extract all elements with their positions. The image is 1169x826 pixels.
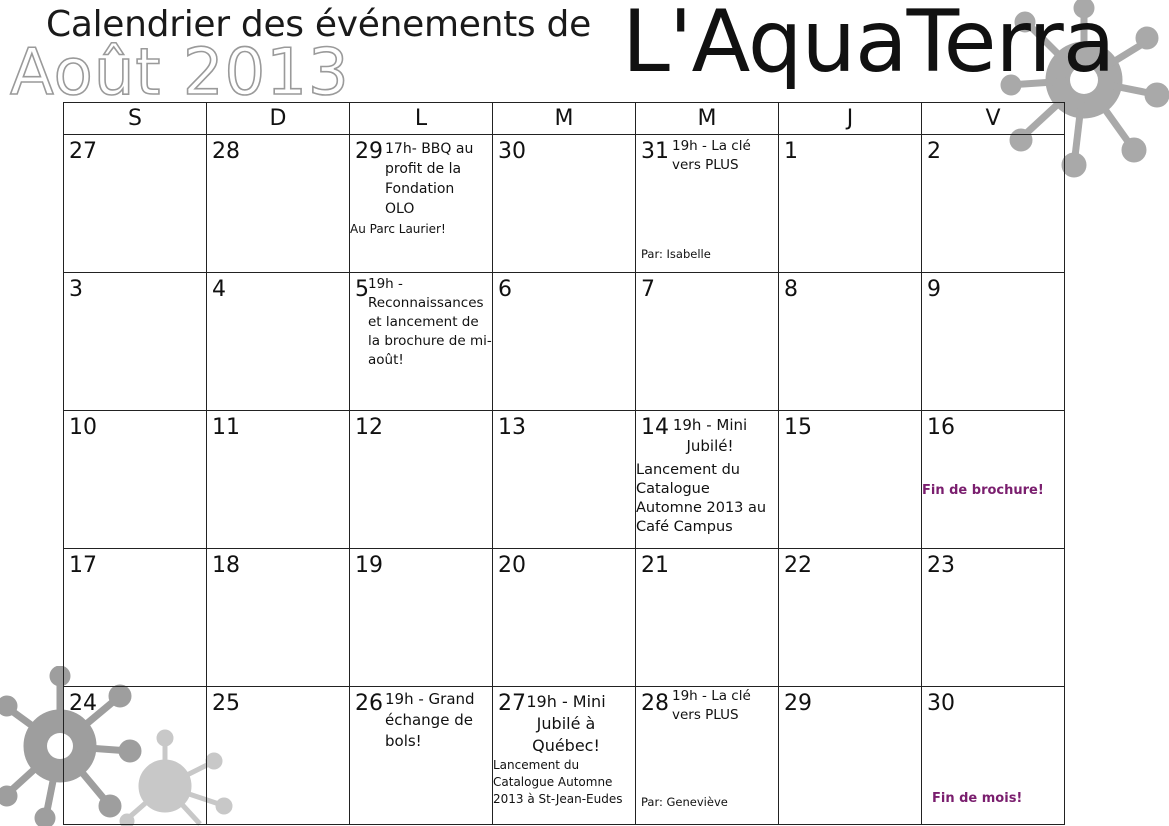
day-number: 8 xyxy=(784,277,798,302)
event-bbq-title: 17h- BBQ au profit de la Fondation OLO xyxy=(385,141,474,217)
day-cell xyxy=(922,687,1065,825)
day-number: 5 xyxy=(355,277,369,302)
day-number: 2 xyxy=(927,139,941,164)
day-cell xyxy=(636,411,779,549)
weekday-thursday: M xyxy=(636,103,779,135)
day-cell xyxy=(64,549,207,687)
day-number: 30 xyxy=(927,691,955,716)
event-jubile-title: 19h - Mini Jubilé! xyxy=(672,416,748,455)
day-cell xyxy=(493,549,636,687)
calendar-subtitle: Calendrier des événements de xyxy=(46,4,591,45)
day-cell xyxy=(922,135,1065,273)
day-number: 3 xyxy=(69,277,83,302)
weekday-sunday: S xyxy=(64,103,207,135)
day-number: 10 xyxy=(69,415,97,440)
day-cell xyxy=(493,135,636,273)
day-cell xyxy=(779,135,922,273)
brand-title: L'AquaTerra xyxy=(622,0,1115,92)
weekday-tuesday: L xyxy=(350,103,493,135)
day-cell xyxy=(922,411,1065,549)
day-number: 13 xyxy=(498,415,526,440)
day-number: 19 xyxy=(355,553,383,578)
day-number: 29 xyxy=(355,139,383,164)
day-number: 28 xyxy=(212,139,240,164)
day-number: 28 xyxy=(641,691,669,716)
day-number: 6 xyxy=(498,277,512,302)
day-cell xyxy=(64,411,207,549)
day-cell xyxy=(779,687,922,825)
day-cell xyxy=(207,273,350,411)
month-title: Août 2013 xyxy=(10,36,350,110)
day-number: 31 xyxy=(641,139,669,164)
day-cell xyxy=(922,549,1065,687)
day-cell xyxy=(779,273,922,411)
day-cell xyxy=(207,135,350,273)
day-number: 20 xyxy=(498,553,526,578)
day-number: 26 xyxy=(355,691,383,716)
day-number: 4 xyxy=(212,277,226,302)
weekday-header-row xyxy=(64,103,1065,135)
day-number: 11 xyxy=(212,415,240,440)
event-fin-mois: Fin de mois! xyxy=(932,791,1023,806)
day-number: 12 xyxy=(355,415,383,440)
weekday-wednesday: M xyxy=(493,103,636,135)
event-echange-bols: 19h - Grand échange de bols! xyxy=(385,690,475,750)
day-cell xyxy=(922,273,1065,411)
day-cell xyxy=(636,687,779,825)
day-number: 16 xyxy=(927,415,955,440)
day-number: 9 xyxy=(927,277,941,302)
weekday-saturday: V xyxy=(922,103,1065,135)
day-number: 15 xyxy=(784,415,812,440)
day-cell xyxy=(350,135,493,273)
event-cle-title: 19h - La clé vers PLUS xyxy=(672,138,751,173)
event-bbq-location: Au Parc Laurier! xyxy=(350,222,446,236)
day-cell xyxy=(64,135,207,273)
day-cell xyxy=(493,411,636,549)
day-cell xyxy=(636,549,779,687)
day-cell xyxy=(493,687,636,825)
weekday-monday: D xyxy=(207,103,350,135)
week-row xyxy=(64,411,1065,549)
day-number: 22 xyxy=(784,553,812,578)
day-cell xyxy=(350,549,493,687)
day-cell xyxy=(207,549,350,687)
day-number: 25 xyxy=(212,691,240,716)
day-number: 30 xyxy=(498,139,526,164)
day-cell xyxy=(779,411,922,549)
day-number: 17 xyxy=(69,553,97,578)
day-number: 23 xyxy=(927,553,955,578)
day-cell xyxy=(207,687,350,825)
day-cell xyxy=(350,687,493,825)
week-row xyxy=(64,273,1065,411)
event-jubile-detail: Lancement du Catalogue Automne 2013 au Café Campus xyxy=(636,462,767,535)
day-cell xyxy=(779,549,922,687)
calendar-grid xyxy=(63,102,1065,825)
day-number: 27 xyxy=(498,691,526,716)
day-cell xyxy=(350,273,493,411)
event-cle-aug-title: 19h - La clé vers PLUS xyxy=(672,688,751,723)
day-number: 29 xyxy=(784,691,812,716)
day-number: 24 xyxy=(69,691,97,716)
day-number: 27 xyxy=(69,139,97,164)
event-cle-host: Par: Isabelle xyxy=(641,247,711,261)
day-number: 21 xyxy=(641,553,669,578)
day-number: 7 xyxy=(641,277,655,302)
event-jubile-quebec-title: 19h - Mini Jubilé à Québec! xyxy=(526,692,606,755)
day-number: 1 xyxy=(784,139,798,164)
week-row xyxy=(64,687,1065,825)
day-cell xyxy=(636,273,779,411)
event-cle-aug-host: Par: Geneviève xyxy=(641,795,728,809)
day-cell xyxy=(207,411,350,549)
day-number: 14 xyxy=(641,415,669,440)
day-cell xyxy=(636,135,779,273)
weekday-friday: J xyxy=(779,103,922,135)
event-reconnaissances: 19h - Reconnaissances et lancement de la brochure de mi-août! xyxy=(368,276,492,368)
event-jubile-quebec-detail: Lancement du Catalogue Automne 2013 à St-Jean-Eudes xyxy=(493,758,623,806)
day-cell xyxy=(350,411,493,549)
day-number: 18 xyxy=(212,553,240,578)
day-cell xyxy=(493,273,636,411)
week-row xyxy=(64,135,1065,273)
day-cell xyxy=(64,273,207,411)
day-cell xyxy=(64,687,207,825)
week-row xyxy=(64,549,1065,687)
event-fin-brochure: Fin de brochure! xyxy=(922,483,1044,498)
